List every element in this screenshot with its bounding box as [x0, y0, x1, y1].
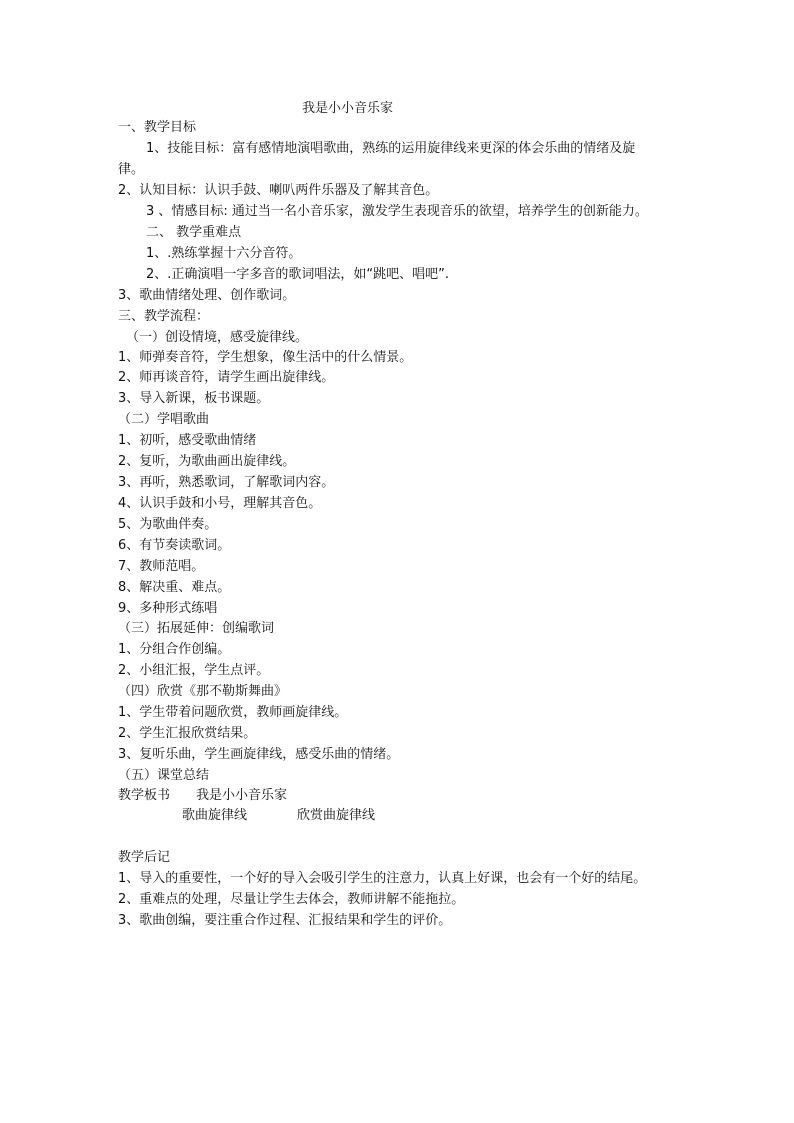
process-step: 2、学生汇报欣赏结果。 [118, 726, 257, 741]
postscript-line: 1、导入的重要性，一个好的导入会吸引学生的注意力，认真上好课，也会有一个好的结尾。 [118, 871, 647, 886]
process-step: 6、有节奏读歌词。 [118, 538, 231, 553]
part-heading: （四）欣赏《那不勒斯舞曲》 [118, 684, 288, 699]
part-heading: （二）学唱歌曲 [118, 412, 210, 427]
process-step: 2、复听，为歌曲画出旋律线。 [118, 454, 296, 469]
board-song-melody: 歌曲旋律线 [182, 808, 248, 823]
board-appreciation-melody: 欣赏曲旋律线 [297, 808, 376, 823]
section-heading-objectives: 一、教学目标 [118, 120, 197, 135]
objective-line: 律。 [118, 162, 145, 177]
process-step: 1、初听，感受歌曲情绪 [118, 433, 257, 448]
postscript-heading: 教学后记 [118, 850, 171, 865]
objective-line: 1、技能目标：富有感情地演唱歌曲，熟练的运用旋律线来更深的体会乐曲的情绪及旋 [146, 141, 636, 156]
postscript-line: 2、重难点的处理，尽量让学生去体会，教师讲解不能拖拉。 [118, 892, 465, 907]
process-step: 2、师再谈音符，请学生画出旋律线。 [118, 370, 335, 385]
objective-line: 3 、情感目标: 通过当一名小音乐家，激发学生表现音乐的欲望，培养学生的创新能力。 [146, 204, 648, 219]
objective-line: 2、认知目标：认识手鼓、喇叭两件乐器及了解其音色。 [118, 183, 439, 198]
board-title: 我是小小音乐家 [196, 788, 288, 803]
process-step: 4、认识手鼓和小号，理解其音色。 [118, 496, 322, 511]
process-step: 2、小组汇报，学生点评。 [118, 663, 270, 678]
process-step: 1、学生带着问题欣赏，教师画旋律线。 [118, 705, 348, 720]
process-step: 1、师弹奏音符，学生想象，像生活中的什么情景。 [118, 350, 413, 365]
process-step: 1、分组合作创编。 [118, 642, 231, 657]
board-label-row [118, 786, 287, 806]
process-step: 3、复听乐曲，学生画旋律线，感受乐曲的情绪。 [118, 747, 400, 762]
process-step: 5、为歌曲伴奏。 [118, 517, 218, 532]
key-point-line: 1、.熟练掌握十六分音符。 [146, 246, 302, 261]
section-heading-process: 三、教学流程： [118, 309, 210, 324]
postscript-line: 3、歌曲创编，要注重合作过程、汇报结果和学生的评价。 [118, 913, 452, 928]
key-point-line: 3、歌曲情绪处理、创作歌词。 [118, 288, 296, 303]
board-melody-row [182, 806, 375, 826]
part-heading: （三）拓展延伸：创编歌词 [118, 621, 275, 636]
process-step: 3、导入新课，板书课题。 [118, 391, 270, 406]
key-point-line: 2、.正确演唱一字多音的歌词唱法，如“跳吧、唱吧”. [146, 267, 450, 282]
board-label: 教学板书 [118, 788, 171, 803]
section-heading-key-points: 二、 教学重难点 [146, 225, 242, 240]
process-step: 7、教师范唱。 [118, 559, 205, 574]
process-step: 8、解决重、难点。 [118, 580, 231, 595]
process-step: 9、多种形式练唱 [118, 601, 218, 616]
document-title: 我是小小音乐家 [302, 101, 394, 116]
process-step: 3、再听，熟悉歌词，了解歌词内容。 [118, 475, 335, 490]
part-heading: （一）创设情境，感受旋律线。 [126, 330, 309, 345]
part-heading: （五）课堂总结 [118, 768, 210, 783]
